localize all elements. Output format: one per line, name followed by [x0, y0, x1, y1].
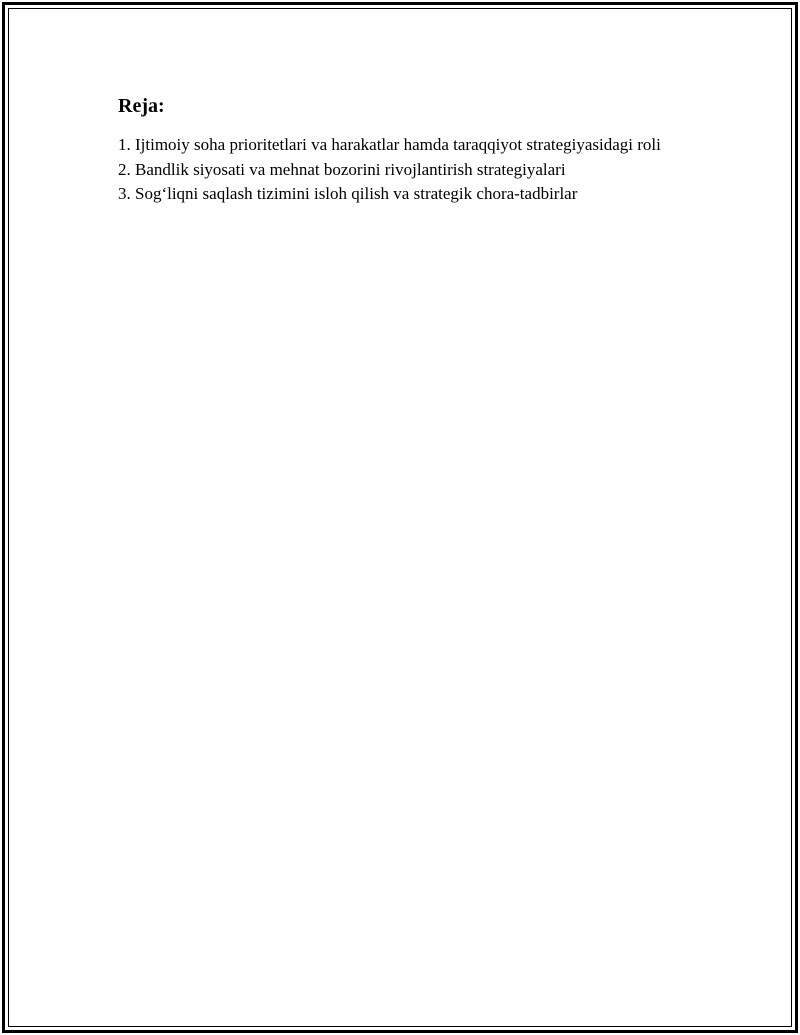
plan-item-3: 3. Sog‘liqni saqlash tizimini isloh qilish va strategik chora-tadbirlar — [118, 184, 578, 203]
plan-item-1: 1. Ijtimoiy soha prioritetlari va harakatlar hamda taraqqiyot strategiyasidagi roli — [118, 135, 661, 154]
plan-list — [118, 133, 682, 207]
document-body — [118, 94, 682, 207]
plan-heading: Reja: — [118, 95, 165, 117]
plan-item-2: 2. Bandlik siyosati va mehnat bozorini rivojlantirish strategiyalari — [118, 159, 566, 179]
